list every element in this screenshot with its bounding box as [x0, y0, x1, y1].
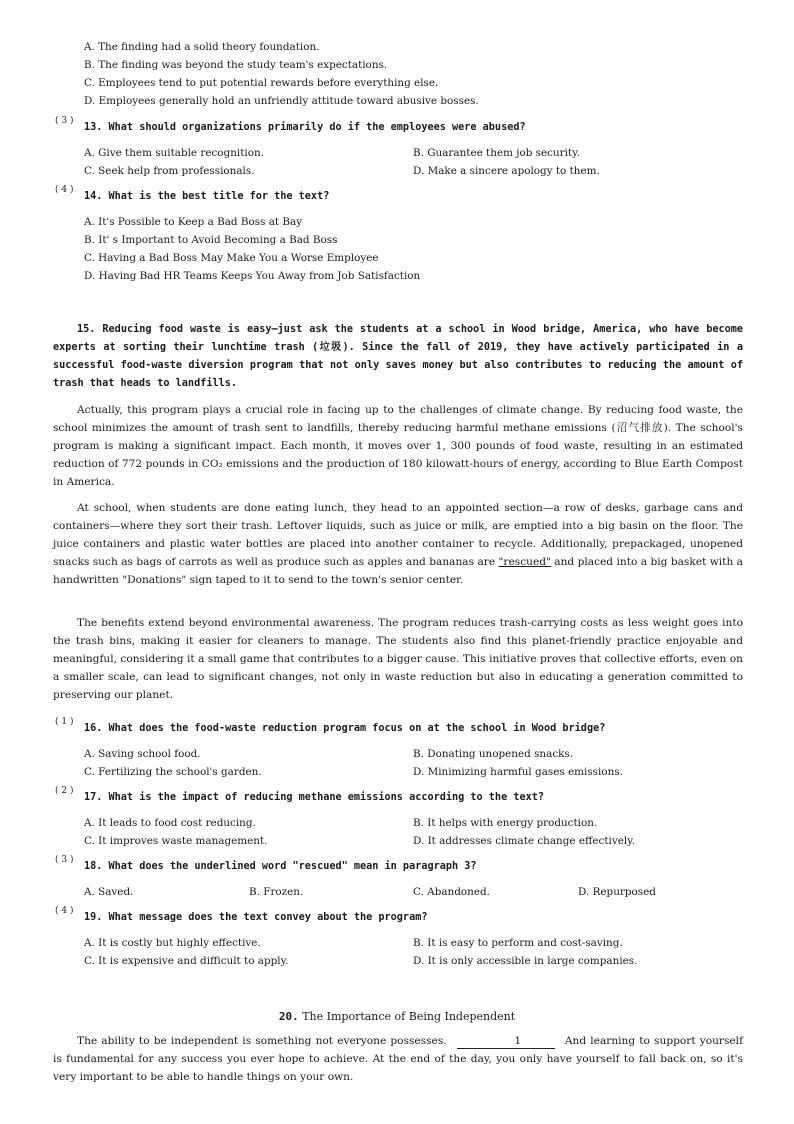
q16-option-d: D. Minimizing harmful gases emissions. — [413, 766, 623, 778]
passage-20-paragraph-1 — [53, 1032, 743, 1086]
q17-option-c: C. It improves waste management. — [84, 835, 268, 847]
passage-15-paragraph-2 — [53, 499, 743, 589]
q13-number: ( 3 ) — [55, 116, 74, 126]
passage-15-paragraph-1: Actually, this program plays a crucial role in facing up to the challenges of climate change. By reducing food waste, the school minimizes the amount of trash sent to landfills, thereby reducing harmful methane emissions (沼气排放). The school's program is making a significant impact. Each month, it moves over 1, 300 pounds of food waste, resulting in an estimated reduction of 772 pounds in CO₂ emissions and the production of 180 kilowatt-hours of energy, according to Blue Earth Compost in America. — [53, 404, 743, 488]
passage-15-intro: 15. Reducing food waste is easy—just ask the students at a school in Wood bridge, America, who have become experts at sorting their lunchtime trash (垃圾). Since the fall of 2019, they have actively participated in a successful food-waste diversion program that not only saves money but also contributes to reducing the amount of trash that heads to landfills. — [53, 324, 743, 389]
q19-number: ( 4 ) — [55, 906, 74, 916]
q17-option-b: B. It helps with energy production. — [413, 817, 598, 829]
q14-option-b: B. It' s Important to Avoid Becoming a Bad Boss — [84, 234, 338, 246]
q16-question: 16. What does the food-waste reduction program focus on at the school in Wood bridge? — [84, 723, 606, 734]
q18-option-d: D. Repurposed — [578, 886, 656, 898]
q13-question: 13. What should organizations primarily do if the employees were abused? — [84, 122, 526, 133]
q14-number: ( 4 ) — [55, 185, 74, 195]
q18-option-b: B. Frozen. — [249, 886, 304, 898]
q19-option-b: B. It is easy to perform and cost-saving. — [413, 937, 623, 949]
q17-option-a: A. It leads to food cost reducing. — [84, 817, 256, 829]
q19-option-d: D. It is only accessible in large companies. — [413, 955, 638, 967]
q16-option-a: A. Saving school food. — [84, 748, 201, 760]
q12-option-c: C. Employees tend to put potential rewards before everything else. — [84, 77, 439, 89]
passage-15-paragraph-3: The benefits extend beyond environmental awareness. The program reduces trash-carrying costs as less weight goes into the trash bins, making it easier for cleaners to manage. The students also find this planet-friendly practice enjoyable and meaningful, considering it a small game that contributes to a bigger cause. This initiative proves that collective efforts, even on a smaller scale, can lead to significant changes, not only in waste reduction but also in educating a generation committed to preserving our planet. — [53, 617, 743, 701]
q13-option-a: A. Give them suitable recognition. — [84, 147, 264, 159]
q14-option-d: D. Having Bad HR Teams Keeps You Away from Job Satisfaction — [84, 270, 421, 282]
q13-option-d: D. Make a sincere apology to them. — [413, 165, 600, 177]
q19-question: 19. What message does the text convey about the program? — [84, 912, 428, 923]
q14-question: 14. What is the best title for the text? — [84, 191, 330, 202]
passage-20-title-text: The Importance of Being Independent — [302, 1010, 516, 1023]
q17-question: 17. What is the impact of reducing methane emissions according to the text? — [84, 792, 545, 803]
q16-number: ( 1 ) — [55, 717, 74, 727]
q17-number: ( 2 ) — [55, 786, 74, 796]
blank-1[interactable]: 1 — [457, 1035, 555, 1049]
passage-20-text-end: And learning to support yourself is fundamental for any success you ever hope to achieve. At the end of the day, you only have yourself to fall back on, so it's very important to be able to handle things on your own. — [53, 1035, 743, 1083]
q16-option-b: B. Donating unopened snacks. — [413, 748, 574, 760]
q17-option-d: D. It addresses climate change effectively. — [413, 835, 635, 847]
underlined-word-rescued: "rescued" — [498, 556, 551, 568]
paragraph-2-text-start: At school, when students are done eating lunch, they head to an appointed section—a row of desks, garbage cans and containers—where they sort their trash. Leftover liquids, such as juice or milk, are emptied into a big basin on the floor. The juice containers and plastic water bottles are placed into another container to recycle. Additionally, prepackaged, unopened snacks such as bags of carrots as well as produce such as apples and bananas are — [53, 502, 743, 568]
q13-option-c: C. Seek help from professionals. — [84, 165, 255, 177]
q18-question: 18. What does the underlined word "rescued" mean in paragraph 3? — [84, 861, 477, 872]
passage-20-number: 20. — [278, 1010, 299, 1023]
passage-20-text-start: The ability to be independent is something not everyone possesses. — [77, 1035, 447, 1047]
q18-option-a: A. Saved. — [84, 886, 134, 898]
q12-option-d: D. Employees generally hold an unfriendly attitude toward abusive bosses. — [84, 95, 479, 107]
q18-number: ( 3 ) — [55, 855, 74, 865]
q19-option-c: C. It is expensive and difficult to apply. — [84, 955, 289, 967]
q14-option-a: A. It's Possible to Keep a Bad Boss at Bay — [84, 216, 303, 228]
q19-option-a: A. It is costly but highly effective. — [84, 937, 261, 949]
q12-option-b: B. The finding was beyond the study team's expectations. — [84, 59, 388, 71]
q18-option-c: C. Abandoned. — [413, 886, 490, 898]
q12-option-a: A. The finding had a solid theory foundation. — [84, 41, 320, 53]
q14-option-c: C. Having a Bad Boss May Make You a Worse Employee — [84, 252, 379, 264]
passage-20-title — [0, 1008, 794, 1026]
q13-option-b: B. Guarantee them job security. — [413, 147, 580, 159]
paragraph-2-text-end: and placed into a big basket with a handwritten "Donations" sign taped to it to send to the town's senior center. — [53, 556, 743, 586]
q16-option-c: C. Fertilizing the school's garden. — [84, 766, 262, 778]
